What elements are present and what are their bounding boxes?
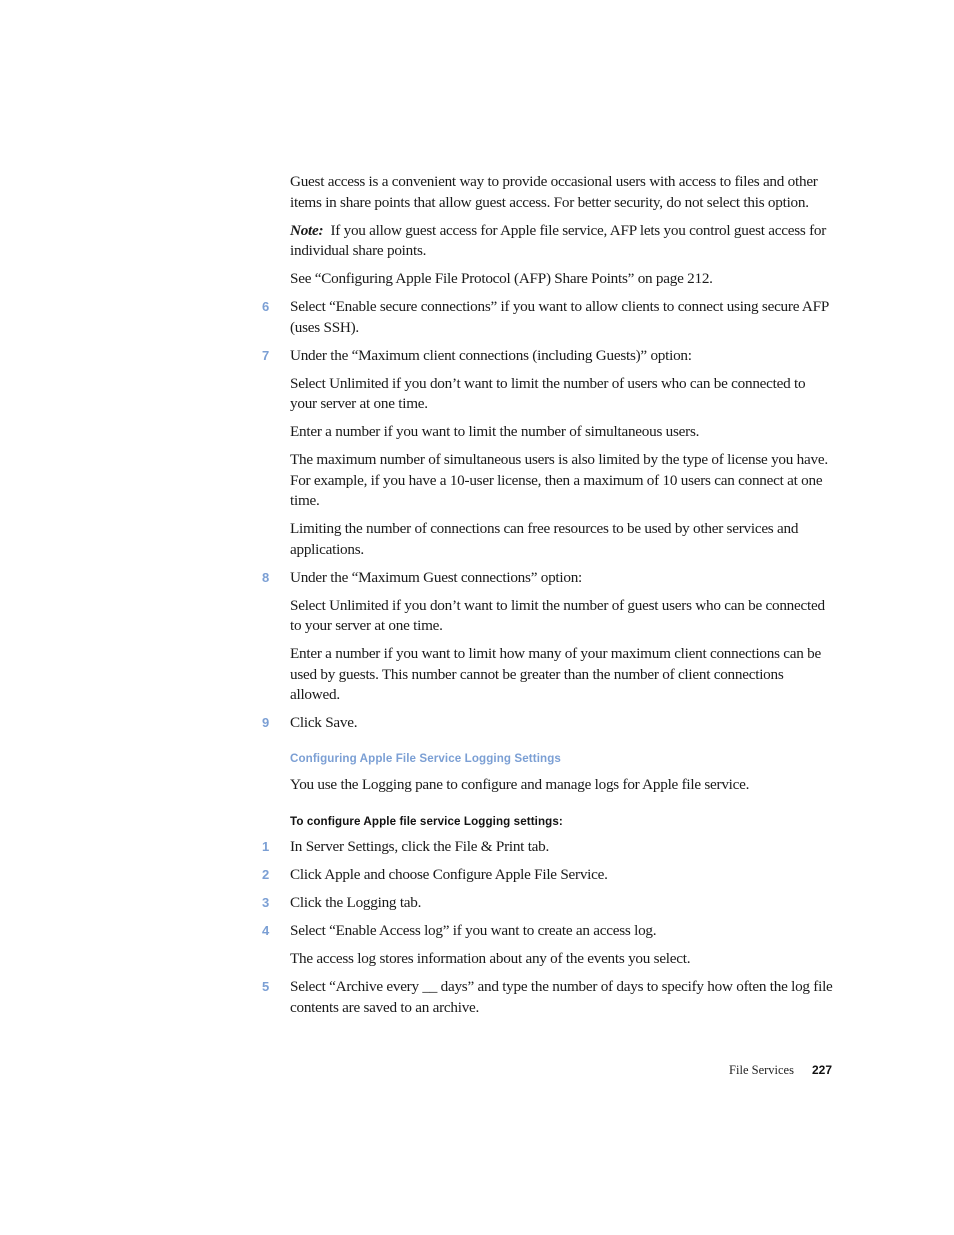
footer-section-title: File Services xyxy=(729,1063,794,1077)
page-number: 227 xyxy=(811,1063,832,1077)
step-2 xyxy=(262,865,835,886)
step-text: Select “Enable Access log” if you want to create an access log. xyxy=(290,922,657,939)
step-4-detail: The access log stores information about any of the events you select. xyxy=(290,950,691,967)
step-number: 5 xyxy=(262,979,269,994)
step-text: Click the Logging tab. xyxy=(290,894,422,911)
page-footer xyxy=(729,1063,832,1078)
steps-list-afp-settings xyxy=(262,297,835,734)
step-number: 7 xyxy=(262,347,269,363)
step-8-detail: Select Unlimited if you don’t want to limit the number of guest users who can be connected to your server at one time. xyxy=(290,596,825,634)
task-heading: To configure Apple file service Logging settings: xyxy=(290,814,563,828)
guest-access-paragraph: Guest access is a convenient way to provide occasional users with access to files and other items in share points that allow guest access. For better security, do not select this option. xyxy=(290,173,818,211)
step-number: 6 xyxy=(262,299,269,314)
note-label: Note: xyxy=(290,221,324,239)
step-number: 9 xyxy=(262,715,269,730)
step-text: Under the “Maximum Guest connections” option: xyxy=(290,568,583,586)
step-number: 3 xyxy=(262,895,269,910)
step-8 xyxy=(262,568,835,589)
step-6 xyxy=(262,297,835,338)
step-7 xyxy=(262,346,835,367)
step-text: Select “Archive every __ days” and type the number of days to specify how often the log file contents are saved to an archive. xyxy=(290,978,833,1016)
step-8-detail: Enter a number if you want to limit how many of your maximum client connections can be used by guests. This number cannot be greater than the number of client connections allowed. xyxy=(290,645,822,703)
step-3 xyxy=(262,893,835,914)
step-7-detail: The maximum number of simultaneous users is also limited by the type of license you have. For example, if you have a 10-user license, then a maximum of 10 users can connect at one time. xyxy=(290,451,828,509)
section-intro: You use the Logging pane to configure and manage logs for Apple file service. xyxy=(290,776,750,793)
step-7-detail: Limiting the number of connections can free resources to be used by other services and applications. xyxy=(290,520,799,558)
step-text: Click Apple and choose Configure Apple File Service. xyxy=(290,866,608,883)
see-also-paragraph: See “Configuring Apple File Protocol (AFP) Share Points” on page 212. xyxy=(290,270,713,287)
step-number: 8 xyxy=(262,569,269,585)
step-7-detail: Select Unlimited if you don’t want to limit the number of users who can be connected to your server at one time. xyxy=(290,374,806,412)
section-heading: Configuring Apple File Service Logging Settings xyxy=(290,751,561,765)
note-paragraph xyxy=(290,221,835,262)
step-number: 1 xyxy=(262,839,269,854)
page-content xyxy=(262,172,835,1026)
step-text: Under the “Maximum client connections (including Guests)” option: xyxy=(290,346,692,364)
note-text: If you allow guest access for Apple file service, AFP lets you control guest access for individual share points. xyxy=(290,221,827,259)
step-7-detail: Enter a number if you want to limit the number of simultaneous users. xyxy=(290,423,700,440)
step-text: In Server Settings, click the File & Print tab. xyxy=(290,838,550,855)
step-4 xyxy=(262,921,835,942)
steps-list-logging-settings xyxy=(262,837,835,1018)
step-9 xyxy=(262,713,835,734)
step-number: 4 xyxy=(262,923,269,938)
step-text: Click Save. xyxy=(290,714,358,731)
step-number: 2 xyxy=(262,867,269,882)
step-5 xyxy=(262,977,835,1018)
step-text: Select “Enable secure connections” if you want to allow clients to connect using secure AFP (uses SSH). xyxy=(290,298,829,336)
step-1 xyxy=(262,837,835,858)
